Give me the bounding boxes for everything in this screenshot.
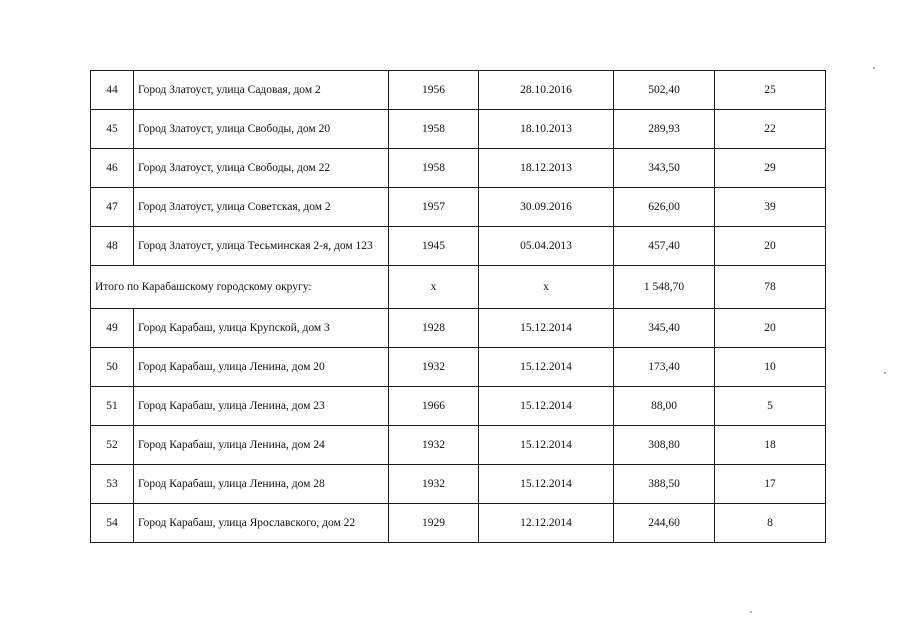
table-row: [91, 309, 826, 348]
row-address: Город Карабаш, улица Ленина, дом 28: [134, 465, 389, 504]
row-date: 05.04.2013: [479, 227, 614, 266]
row-date: 28.10.2016: [479, 71, 614, 110]
table-body: [91, 71, 826, 543]
row-number: 52: [91, 426, 134, 465]
row-address: Город Карабаш, улица Ленина, дом 20: [134, 348, 389, 387]
row-count: 20: [715, 227, 826, 266]
total-year: x: [389, 266, 479, 309]
total-label: Итого по Карабашскому городскому округу:: [91, 266, 389, 309]
row-count: 5: [715, 387, 826, 426]
row-area: 457,40: [614, 227, 715, 266]
table-row: [91, 348, 826, 387]
housing-register-table: [90, 70, 826, 543]
table-row: [91, 426, 826, 465]
row-year: 1928: [389, 309, 479, 348]
scan-speck: [884, 372, 886, 374]
row-date: 12.12.2014: [479, 504, 614, 543]
row-count: 25: [715, 71, 826, 110]
total-area: 1 548,70: [614, 266, 715, 309]
row-area: 343,50: [614, 149, 715, 188]
row-number: 50: [91, 348, 134, 387]
row-address: Город Карабаш, улица Ярославского, дом 22: [134, 504, 389, 543]
row-date: 18.10.2013: [479, 110, 614, 149]
total-row: [91, 266, 826, 309]
row-address: Город Карабаш, улица Крупской, дом 3: [134, 309, 389, 348]
row-area: 88,00: [614, 387, 715, 426]
row-date: 15.12.2014: [479, 426, 614, 465]
row-date: 15.12.2014: [479, 465, 614, 504]
row-count: 10: [715, 348, 826, 387]
row-area: 173,40: [614, 348, 715, 387]
row-number: 49: [91, 309, 134, 348]
row-date: 18.12.2013: [479, 149, 614, 188]
row-count: 17: [715, 465, 826, 504]
row-number: 46: [91, 149, 134, 188]
row-date: 15.12.2014: [479, 309, 614, 348]
row-address: Город Златоуст, улица Тесьминская 2-я, дом 123: [134, 227, 389, 266]
row-year: 1932: [389, 426, 479, 465]
row-year: 1932: [389, 465, 479, 504]
row-count: 18: [715, 426, 826, 465]
row-number: 51: [91, 387, 134, 426]
row-area: 502,40: [614, 71, 715, 110]
row-year: 1958: [389, 149, 479, 188]
row-date: 15.12.2014: [479, 348, 614, 387]
row-year: 1929: [389, 504, 479, 543]
table-row: [91, 188, 826, 227]
row-count: 29: [715, 149, 826, 188]
table-row: [91, 387, 826, 426]
row-area: 388,50: [614, 465, 715, 504]
total-count: 78: [715, 266, 826, 309]
row-address: Город Златоуст, улица Свободы, дом 22: [134, 149, 389, 188]
row-number: 54: [91, 504, 134, 543]
row-year: 1932: [389, 348, 479, 387]
row-number: 48: [91, 227, 134, 266]
row-address: Город Карабаш, улица Ленина, дом 23: [134, 387, 389, 426]
row-address: Город Златоуст, улица Свободы, дом 20: [134, 110, 389, 149]
row-address: Город Карабаш, улица Ленина, дом 24: [134, 426, 389, 465]
row-date: 15.12.2014: [479, 387, 614, 426]
total-date: x: [479, 266, 614, 309]
row-area: 289,93: [614, 110, 715, 149]
scan-speck: [750, 611, 752, 613]
row-address: Город Златоуст, улица Советская, дом 2: [134, 188, 389, 227]
row-year: 1956: [389, 71, 479, 110]
row-year: 1957: [389, 188, 479, 227]
row-year: 1958: [389, 110, 479, 149]
row-year: 1945: [389, 227, 479, 266]
row-area: 626,00: [614, 188, 715, 227]
row-area: 308,80: [614, 426, 715, 465]
row-number: 44: [91, 71, 134, 110]
table-row: [91, 149, 826, 188]
row-count: 39: [715, 188, 826, 227]
row-count: 20: [715, 309, 826, 348]
row-count: 22: [715, 110, 826, 149]
table-row: [91, 504, 826, 543]
row-count: 8: [715, 504, 826, 543]
row-year: 1966: [389, 387, 479, 426]
row-number: 53: [91, 465, 134, 504]
table-row: [91, 227, 826, 266]
row-area: 345,40: [614, 309, 715, 348]
row-area: 244,60: [614, 504, 715, 543]
row-address: Город Златоуст, улица Садовая, дом 2: [134, 71, 389, 110]
row-date: 30.09.2016: [479, 188, 614, 227]
table-row: [91, 110, 826, 149]
row-number: 45: [91, 110, 134, 149]
scan-speck: [873, 67, 875, 69]
table-row: [91, 465, 826, 504]
table-row: [91, 71, 826, 110]
row-number: 47: [91, 188, 134, 227]
